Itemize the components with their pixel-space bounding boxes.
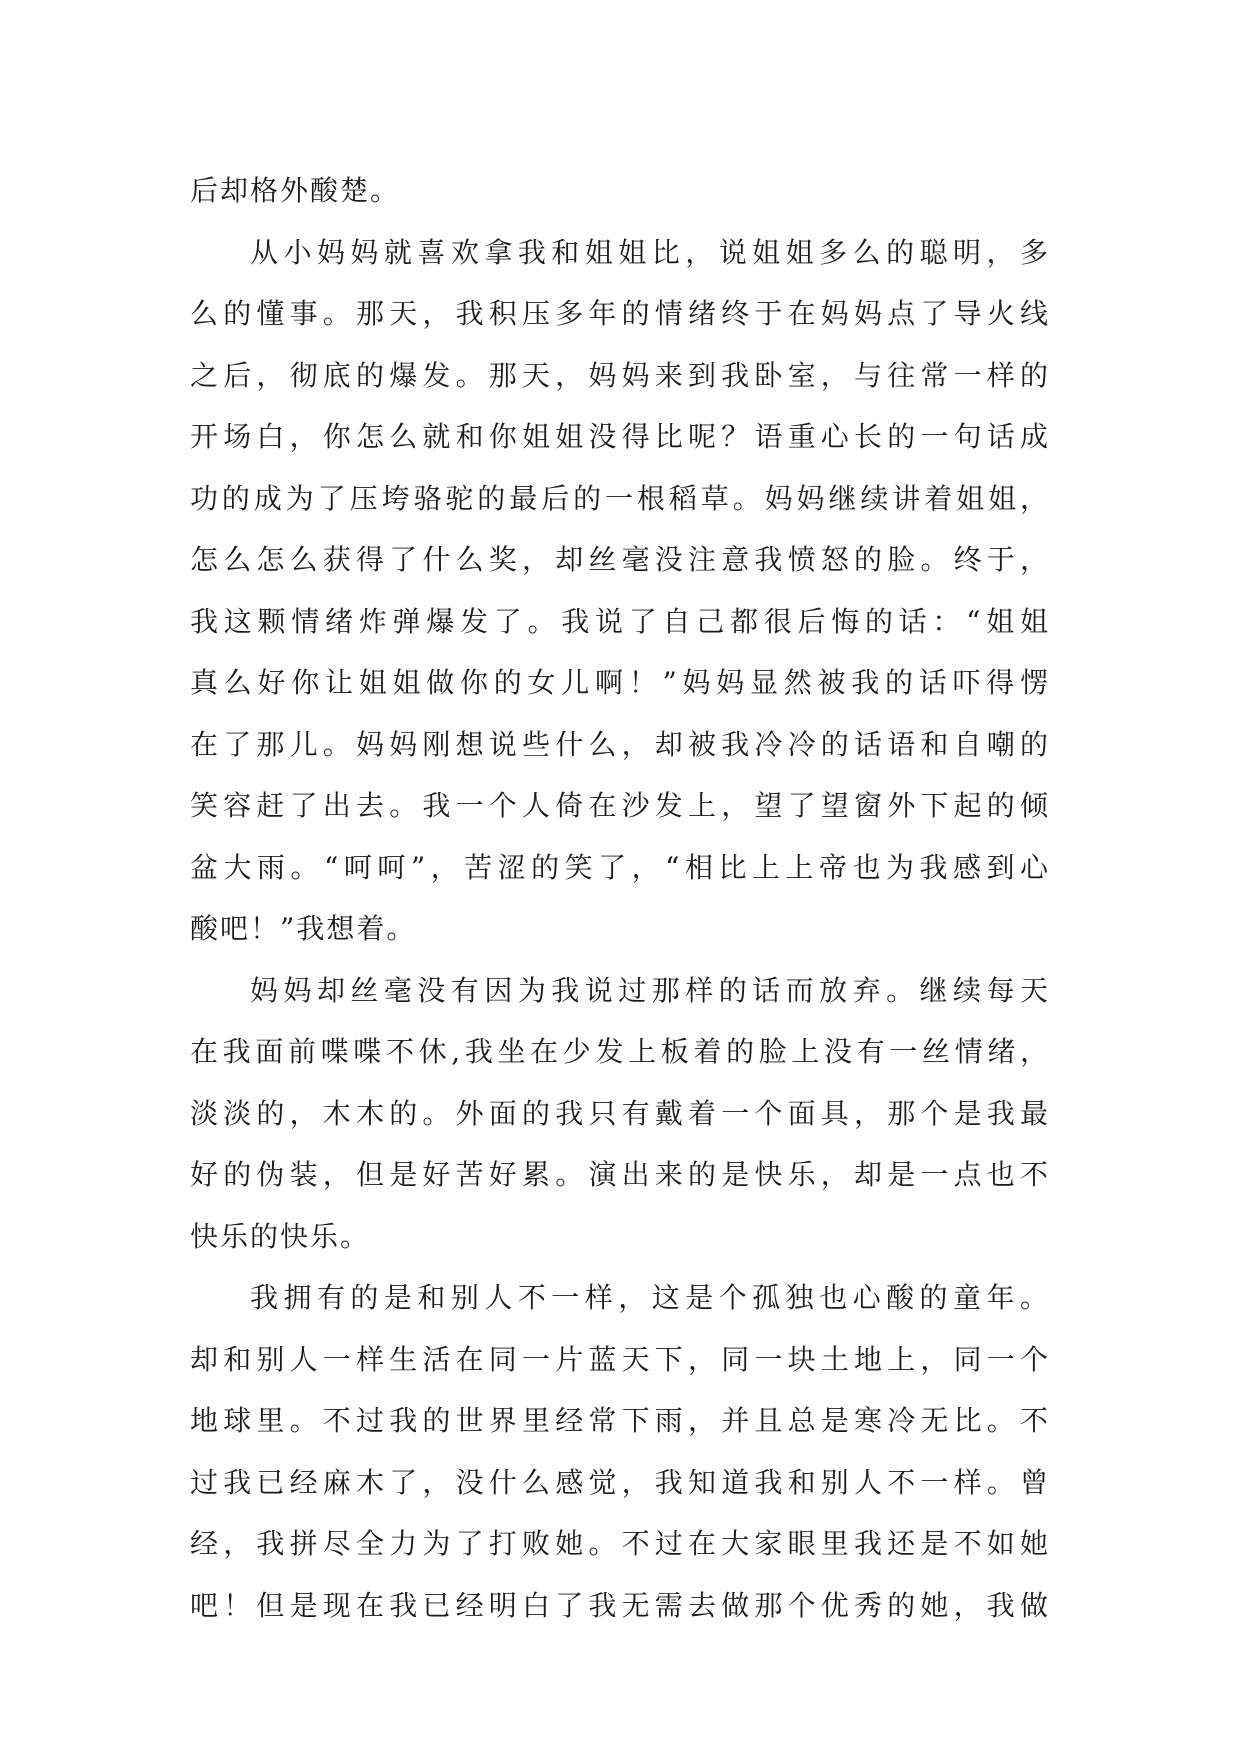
text-line: 吧！但是现在我已经明白了我无需去做那个优秀的她，我做 (190, 1588, 1050, 1622)
text-line: 么的懂事。那天，我积压多年的情绪终于在妈妈点了导火线 (190, 297, 1050, 330)
text-line: 从小妈妈就喜欢拿我和姐姐比，说姐姐多么的聪明，多 (250, 235, 1050, 269)
text-line: 在了那儿。妈妈刚想说些什么，却被我冷冷的话语和自嘲的 (190, 727, 1050, 761)
text-line: 笑容赶了出去。我一个人倚在沙发上，望了望窗外下起的倾 (190, 789, 1050, 822)
text-line: 之后，彻底的爆发。那天，妈妈来到我卧室，与往常一样的 (190, 358, 1050, 392)
text-line: 我这颗情绪炸弹爆发了。我说了自己都很后悔的话：“姐姐 (190, 604, 1050, 638)
text-line: 快乐的快乐。 (190, 1219, 371, 1253)
text-line: 盆大雨。“呵呵”，苦涩的笑了，“相比上上帝也为我感到心 (190, 850, 1050, 884)
text-line: 真么好你让姐姐做你的女儿啊！”妈妈显然被我的话吓得愣 (190, 666, 1050, 699)
text-line: 后却格外酸楚。 (190, 174, 401, 207)
document-body (190, 160, 1050, 1636)
text-line: 妈妈却丝毫没有因为我说过那样的话而放弃。继续每天 (250, 973, 1050, 1007)
text-line: 经，我拼尽全力为了打败她。不过在大家眼里我还是不如她 (190, 1527, 1050, 1560)
text-line: 功的成为了压垮骆驼的最后的一根稻草。妈妈继续讲着姐姐， (190, 481, 1050, 515)
text-line: 在我面前喋喋不休,我坐在少发上板着的脸上没有一丝情绪， (190, 1035, 1050, 1068)
text-line: 好的伪装，但是好苦好累。演出来的是快乐，却是一点也不 (190, 1158, 1050, 1191)
text-line: 地球里。不过我的世界里经常下雨，并且总是寒冷无比。不 (190, 1404, 1050, 1437)
text-line: 酸吧！”我想着。 (190, 912, 417, 945)
text-line: 过我已经麻木了，没什么感觉，我知道我和别人不一样。曾 (190, 1465, 1050, 1499)
text-line: 我拥有的是和别人不一样，这是个孤独也心酸的童年。 (250, 1281, 1050, 1314)
text-line: 怎么怎么获得了什么奖，却丝毫没注意我愤怒的脸。终于， (190, 543, 1050, 576)
text-line: 却和别人一样生活在同一片蓝天下，同一块土地上，同一个 (190, 1342, 1050, 1376)
text-line: 淡淡的，木木的。外面的我只有戴着一个面具，那个是我最 (190, 1096, 1050, 1130)
text-line: 开场白，你怎么就和你姐姐没得比呢？语重心长的一句话成 (190, 420, 1050, 453)
